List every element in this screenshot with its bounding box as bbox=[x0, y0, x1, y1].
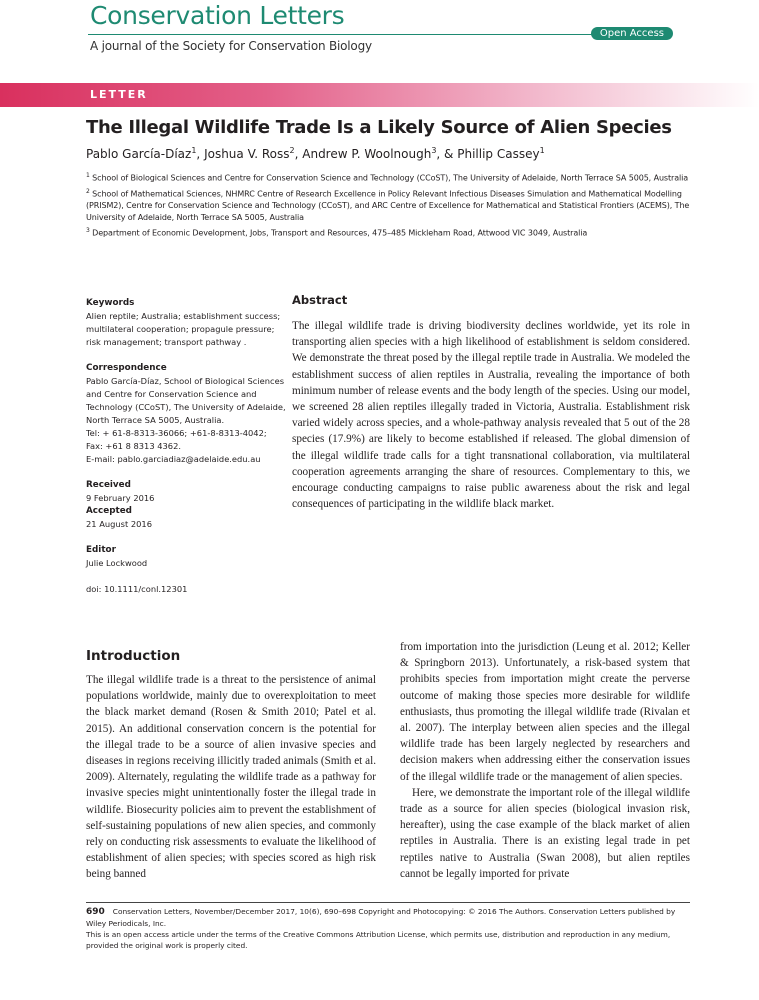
journal-subtitle: A journal of the Society for Conservation Biology bbox=[90, 39, 372, 53]
author-affil-marker: 2 bbox=[289, 146, 295, 155]
journal-title: Conservation Letters bbox=[90, 1, 345, 30]
abstract-heading: Abstract bbox=[292, 293, 348, 307]
body-column-right bbox=[400, 639, 690, 882]
keywords-heading: Keywords bbox=[86, 298, 135, 308]
received-heading: Received bbox=[86, 480, 131, 490]
introduction-heading: Introduction bbox=[86, 648, 181, 664]
affil-marker: 3 bbox=[86, 227, 90, 235]
author-affil-marker: 3 bbox=[431, 146, 437, 155]
correspondence-line: and Centre for Conservation Science and bbox=[86, 389, 257, 399]
affil-text: School of Biological Sciences and Centre for Conservation Science and Technology (CCoST), The University of Adelaide, North Terrace SA 5005, Australia bbox=[92, 173, 689, 183]
affiliation bbox=[86, 170, 696, 185]
affiliations bbox=[86, 170, 696, 241]
correspondence-heading: Correspondence bbox=[86, 363, 167, 373]
article-info-sidebar bbox=[86, 297, 286, 596]
author-name: Andrew P. Woolnough bbox=[302, 147, 432, 161]
author-separator: , bbox=[294, 147, 303, 161]
author-name: Phillip Cassey bbox=[457, 147, 540, 161]
page-number: 690 bbox=[86, 907, 105, 917]
accepted-heading: Accepted bbox=[86, 506, 132, 516]
article-title: The Illegal Wildlife Trade Is a Likely Source of Alien Species bbox=[86, 117, 672, 138]
footer-citation: Conservation Letters, November/December 2017, 10(6), 690–698 Copyright and Photocopying: © 2016 The Authors. Conservation Letters published by Wiley Periodicals, Inc. bbox=[86, 907, 676, 928]
editor-heading: Editor bbox=[86, 545, 116, 555]
abstract-text: The illegal wildlife trade is driving biodiversity declines worldwide, yet its role in transporting alien species with a high likelihood of establishment is seldom considered. We demonstrate the threat posed by the illegal reptile trade in Australia. We modeled the establishment success of alien reptiles in Australia, revealing the importance of both minimum number of release events and the body length of the species. Using our model, we screened 28 alien reptiles illegally traded in Victoria, Australia. Establishment risk varied widely across species, and a whole-pathway analysis revealed that 5 out of the 28 species (17.9%) are likely to become established if released. The global dimension of the illegal wildlife trade calls for a tight transnational collaboration, via multilateral cooperation agreements arranging the share of resources. Complementary to this, we encourage conducting campaigns to raise public awareness about the risk and legal consequences of participating in the wildlife black market. bbox=[292, 320, 690, 511]
keywords-text: Alien reptile; Australia; establishment success; multilateral cooperation; propagule pressure; risk management; transport pathway . bbox=[86, 311, 281, 347]
affil-text: Department of Economic Development, Jobs, Transport and Resources, 475–485 Mickleham Road, Attwood VIC 3049, Australia bbox=[92, 228, 588, 238]
section-label: LETTER bbox=[90, 88, 148, 101]
author-separator: , bbox=[196, 147, 205, 161]
correspondence-line: Tel: + 61-8-8313-36066; +61-8-8313-4042; bbox=[86, 428, 267, 438]
doi-link[interactable]: doi: 10.1111/conl.12301 bbox=[86, 584, 188, 594]
header-rule bbox=[88, 34, 629, 35]
received-date: 9 February 2016 bbox=[86, 493, 155, 503]
footer-license: This is an open access article under the terms of the Creative Commons Attribution License, which permits use, distribution and reproduction in any medium, provided the original work is properly cited. bbox=[86, 930, 671, 950]
correspondence-line: Fax: +61 8 8313 4362. bbox=[86, 441, 182, 451]
affil-marker: 1 bbox=[86, 172, 90, 179]
correspondence-line: Pablo García-Díaz, School of Biological Sciences bbox=[86, 376, 285, 386]
body-paragraph: The illegal wildlife trade is a threat to the persistence of animal populations worldwide, mainly due to overexploitation to meet the black market demand (Rosen & Smith 2010; Patel et al. 2015). An additional conservation concern is the potential for the illegal trade to be a source of alien invasive species and diseases in regions receiving illicitly traded animals (Smith et al. 2009). Alternately, regulating the wildlife trade as a pathway for invasive species might unintentionally foster the illegal trade in wildlife. Biosecurity policies aim to prevent the establishment of self-sustaining populations of new alien species, and commonly rely on conducting risk assessments to evaluate the likelihood of establishment of alien species; with species scored as high risk being banned bbox=[86, 674, 376, 881]
correspondence-line: Technology (CCoST), The University of Adelaide, bbox=[86, 402, 286, 412]
author-name: Pablo García-Díaz bbox=[86, 147, 192, 161]
author-affil-marker: 1 bbox=[539, 146, 545, 155]
section-band bbox=[0, 83, 759, 107]
affiliation bbox=[86, 225, 696, 240]
page-footer bbox=[86, 906, 690, 951]
affiliation bbox=[86, 186, 696, 225]
author-list bbox=[86, 146, 545, 161]
body-paragraph: from importation into the jurisdiction (Leung et al. 2012; Keller & Springborn 2013). Unfortunately, a risk-based system that prohibits species from importation might create the perverse outcome of making those species more desirable for wildlife enthusiasts, thus promoting the illegal wildlife trade (Rivalan et al. 2007). The interplay between alien species and the illegal wildlife trade has been largely neglected by researchers and decision makers when addressing either the conservation issues of the illegal wildlife trade or the management of alien species. bbox=[400, 641, 690, 783]
author-affil-marker: 1 bbox=[191, 146, 197, 155]
body-column-left bbox=[86, 672, 376, 883]
open-access-badge: Open Access bbox=[591, 27, 673, 40]
affil-marker: 2 bbox=[86, 187, 90, 195]
body-paragraph: Here, we demonstrate the important role of the illegal wildlife trade as a source for alien species (biological invasion risk, hereafter), using the case example of the black market of alien reptiles in Australia. There is an existing legal trade in pet reptiles native to Australia (Swan 2008), but alien reptiles cannot be legally imported for private bbox=[400, 786, 690, 880]
correspondence-email[interactable]: E-mail: pablo.garciadiaz@adelaide.edu.au bbox=[86, 454, 261, 464]
footer-rule bbox=[86, 902, 690, 903]
author-separator: , & bbox=[436, 147, 458, 161]
editor-name: Julie Lockwood bbox=[86, 558, 148, 568]
author-name: Joshua V. Ross bbox=[204, 147, 290, 161]
accepted-date: 21 August 2016 bbox=[86, 519, 152, 529]
affil-text: School of Mathematical Sciences, NHMRC Centre of Research Excellence in Policy Relevant Infectious Diseases Simulation and Mathematical Modelling (PRISM2), Centre for Conservation Science and Technology (CCoST), and ARC Centre of Excellence for Mathematical and Statistical Frontiers (ACEMS), The University of Adelaide, North Terrace SA 5005, Australia bbox=[86, 189, 690, 223]
footer-citation-line bbox=[86, 906, 690, 929]
correspondence-line: North Terrace SA 5005, Australia. bbox=[86, 415, 225, 425]
